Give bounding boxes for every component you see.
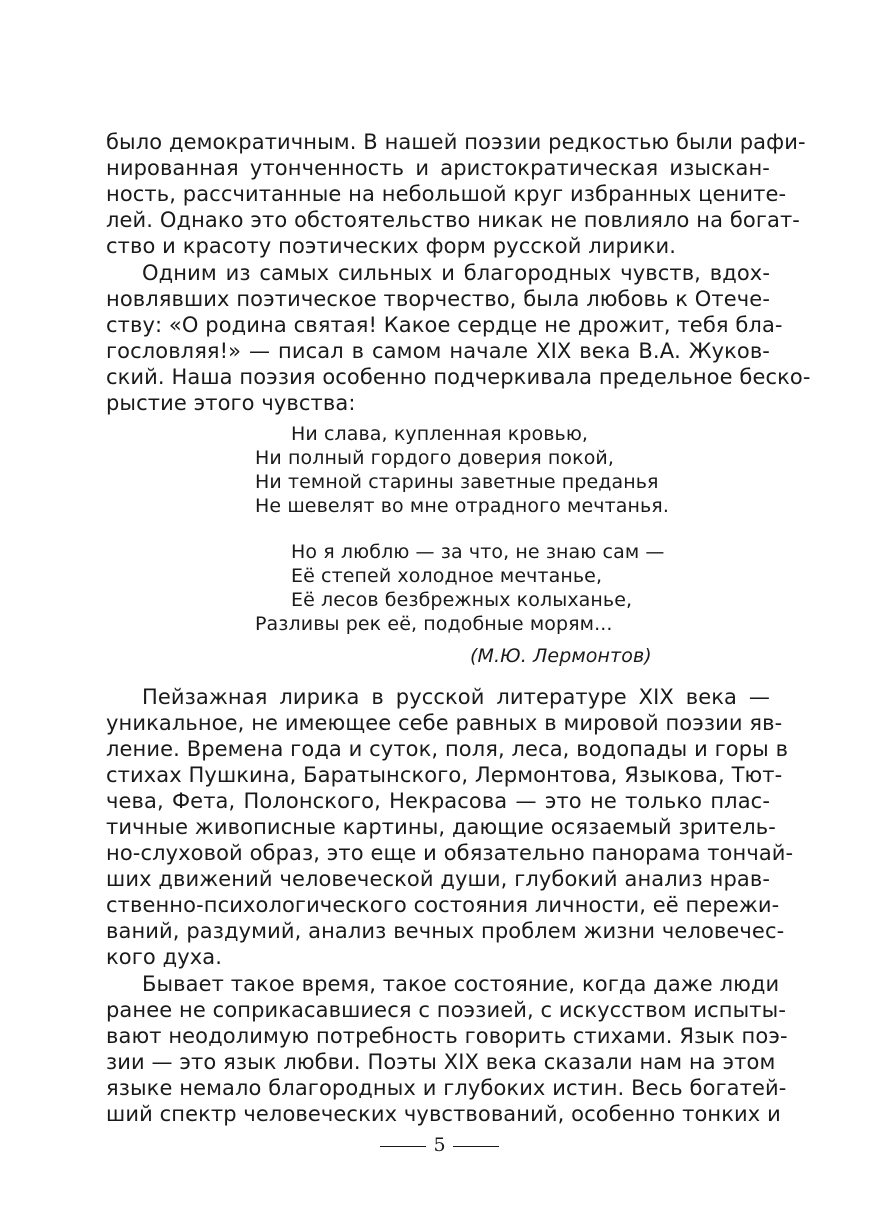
text-line: ский. Наша поэзия особенно подчеркивала предельное беско-: [106, 365, 811, 389]
text-line: тичные живописные картины, дающие осязаемый зритель-: [106, 815, 776, 839]
page-number: [0, 1133, 879, 1157]
text-line: стихах Пушкина, Баратынского, Лермонтова, Языкова, Тют-: [106, 763, 783, 787]
text-line: уникальное, не имеющее себе равных в мировой поэзии яв-: [106, 711, 783, 735]
text-line: было демократичным. В нашей поэзии редкостью были рафи-: [106, 130, 806, 154]
poem-attribution: (М.Ю. Лермонтов): [470, 645, 652, 667]
text-line: языке немало благородных и глубоких истин. Весь богатей-: [106, 1076, 787, 1100]
text-line: ших движений человеческой души, глубокий анализ нрав-: [106, 867, 770, 891]
poem-line: Не шевелят во мне отрадного мечтанья.: [255, 495, 669, 517]
text-line: чева, Фета, Полонского, Некрасова — это не только плас-: [106, 789, 770, 813]
poem-line: Её степей холодное мечтанье,: [291, 565, 603, 587]
text-line: Бывает такое время, такое состояние, когда даже люди: [142, 972, 780, 996]
text-line: лей. Однако это обстоятельство никак не повлияло на богат-: [106, 208, 800, 232]
text-line: кого духа.: [106, 945, 223, 969]
poem-line: Разливы рек её, подобные морям...: [255, 613, 613, 635]
text-line: ранее не соприкасавшиеся с поэзией, с искусством испыты-: [106, 998, 786, 1022]
text-line: зии — это язык любви. Поэты XIX века сказали нам на этом: [106, 1050, 776, 1074]
text-line: новлявших поэтическое творчество, была любовь к Отече-: [106, 287, 770, 311]
text-line: Одним из самых сильных и благородных чувств, вдох-: [142, 261, 770, 285]
text-line: но-слуховой образ, это еще и обязательно панорама тончай-: [106, 841, 794, 865]
text-line: нированная утонченность и аристократическая изыскан-: [106, 156, 770, 180]
folio-rule: [380, 1146, 426, 1147]
text-line: ство и красоту поэтических форм русской лирики.: [106, 234, 677, 258]
text-line: ность, рассчитанные на небольшой круг избранных цените-: [106, 182, 787, 206]
text-line: ственно-психологического состояния личности, её пережи-: [106, 893, 780, 917]
text-line: ление. Времена года и суток, поля, леса, водопады и горы в: [106, 737, 789, 761]
poem-line: Ни слава, купленная кровью,: [291, 423, 589, 445]
poem-line: Но я люблю — за что, не знаю сам —: [291, 541, 665, 563]
folio-rule: [453, 1146, 499, 1147]
page-number-text: 5: [433, 1134, 446, 1156]
text-line: ший спектр человеческих чувствований, особенно тонких и: [106, 1102, 781, 1126]
text-line: Пейзажная лирика в русской литературе XIX века —: [142, 685, 770, 709]
text-line: ваний, раздумий, анализ вечных проблем жизни человечес-: [106, 919, 785, 943]
poem-line: Ни полный гордого доверия покой,: [255, 447, 615, 469]
text-line: гословляя!» — писал в самом начале XIX века В.А. Жуков-: [106, 339, 770, 363]
text-line: вают неодолимую потребность говорить стихами. Язык поэ-: [106, 1024, 788, 1048]
text-line: ству: «О родина святая! Какое сердце не дрожит, тебя бла-: [106, 313, 783, 337]
text-line: рыстие этого чувства:: [106, 391, 356, 415]
poem-line: Ни темной старины заветные преданья: [255, 471, 659, 493]
poem-line: Её лесов безбрежных колыханье,: [291, 589, 633, 611]
